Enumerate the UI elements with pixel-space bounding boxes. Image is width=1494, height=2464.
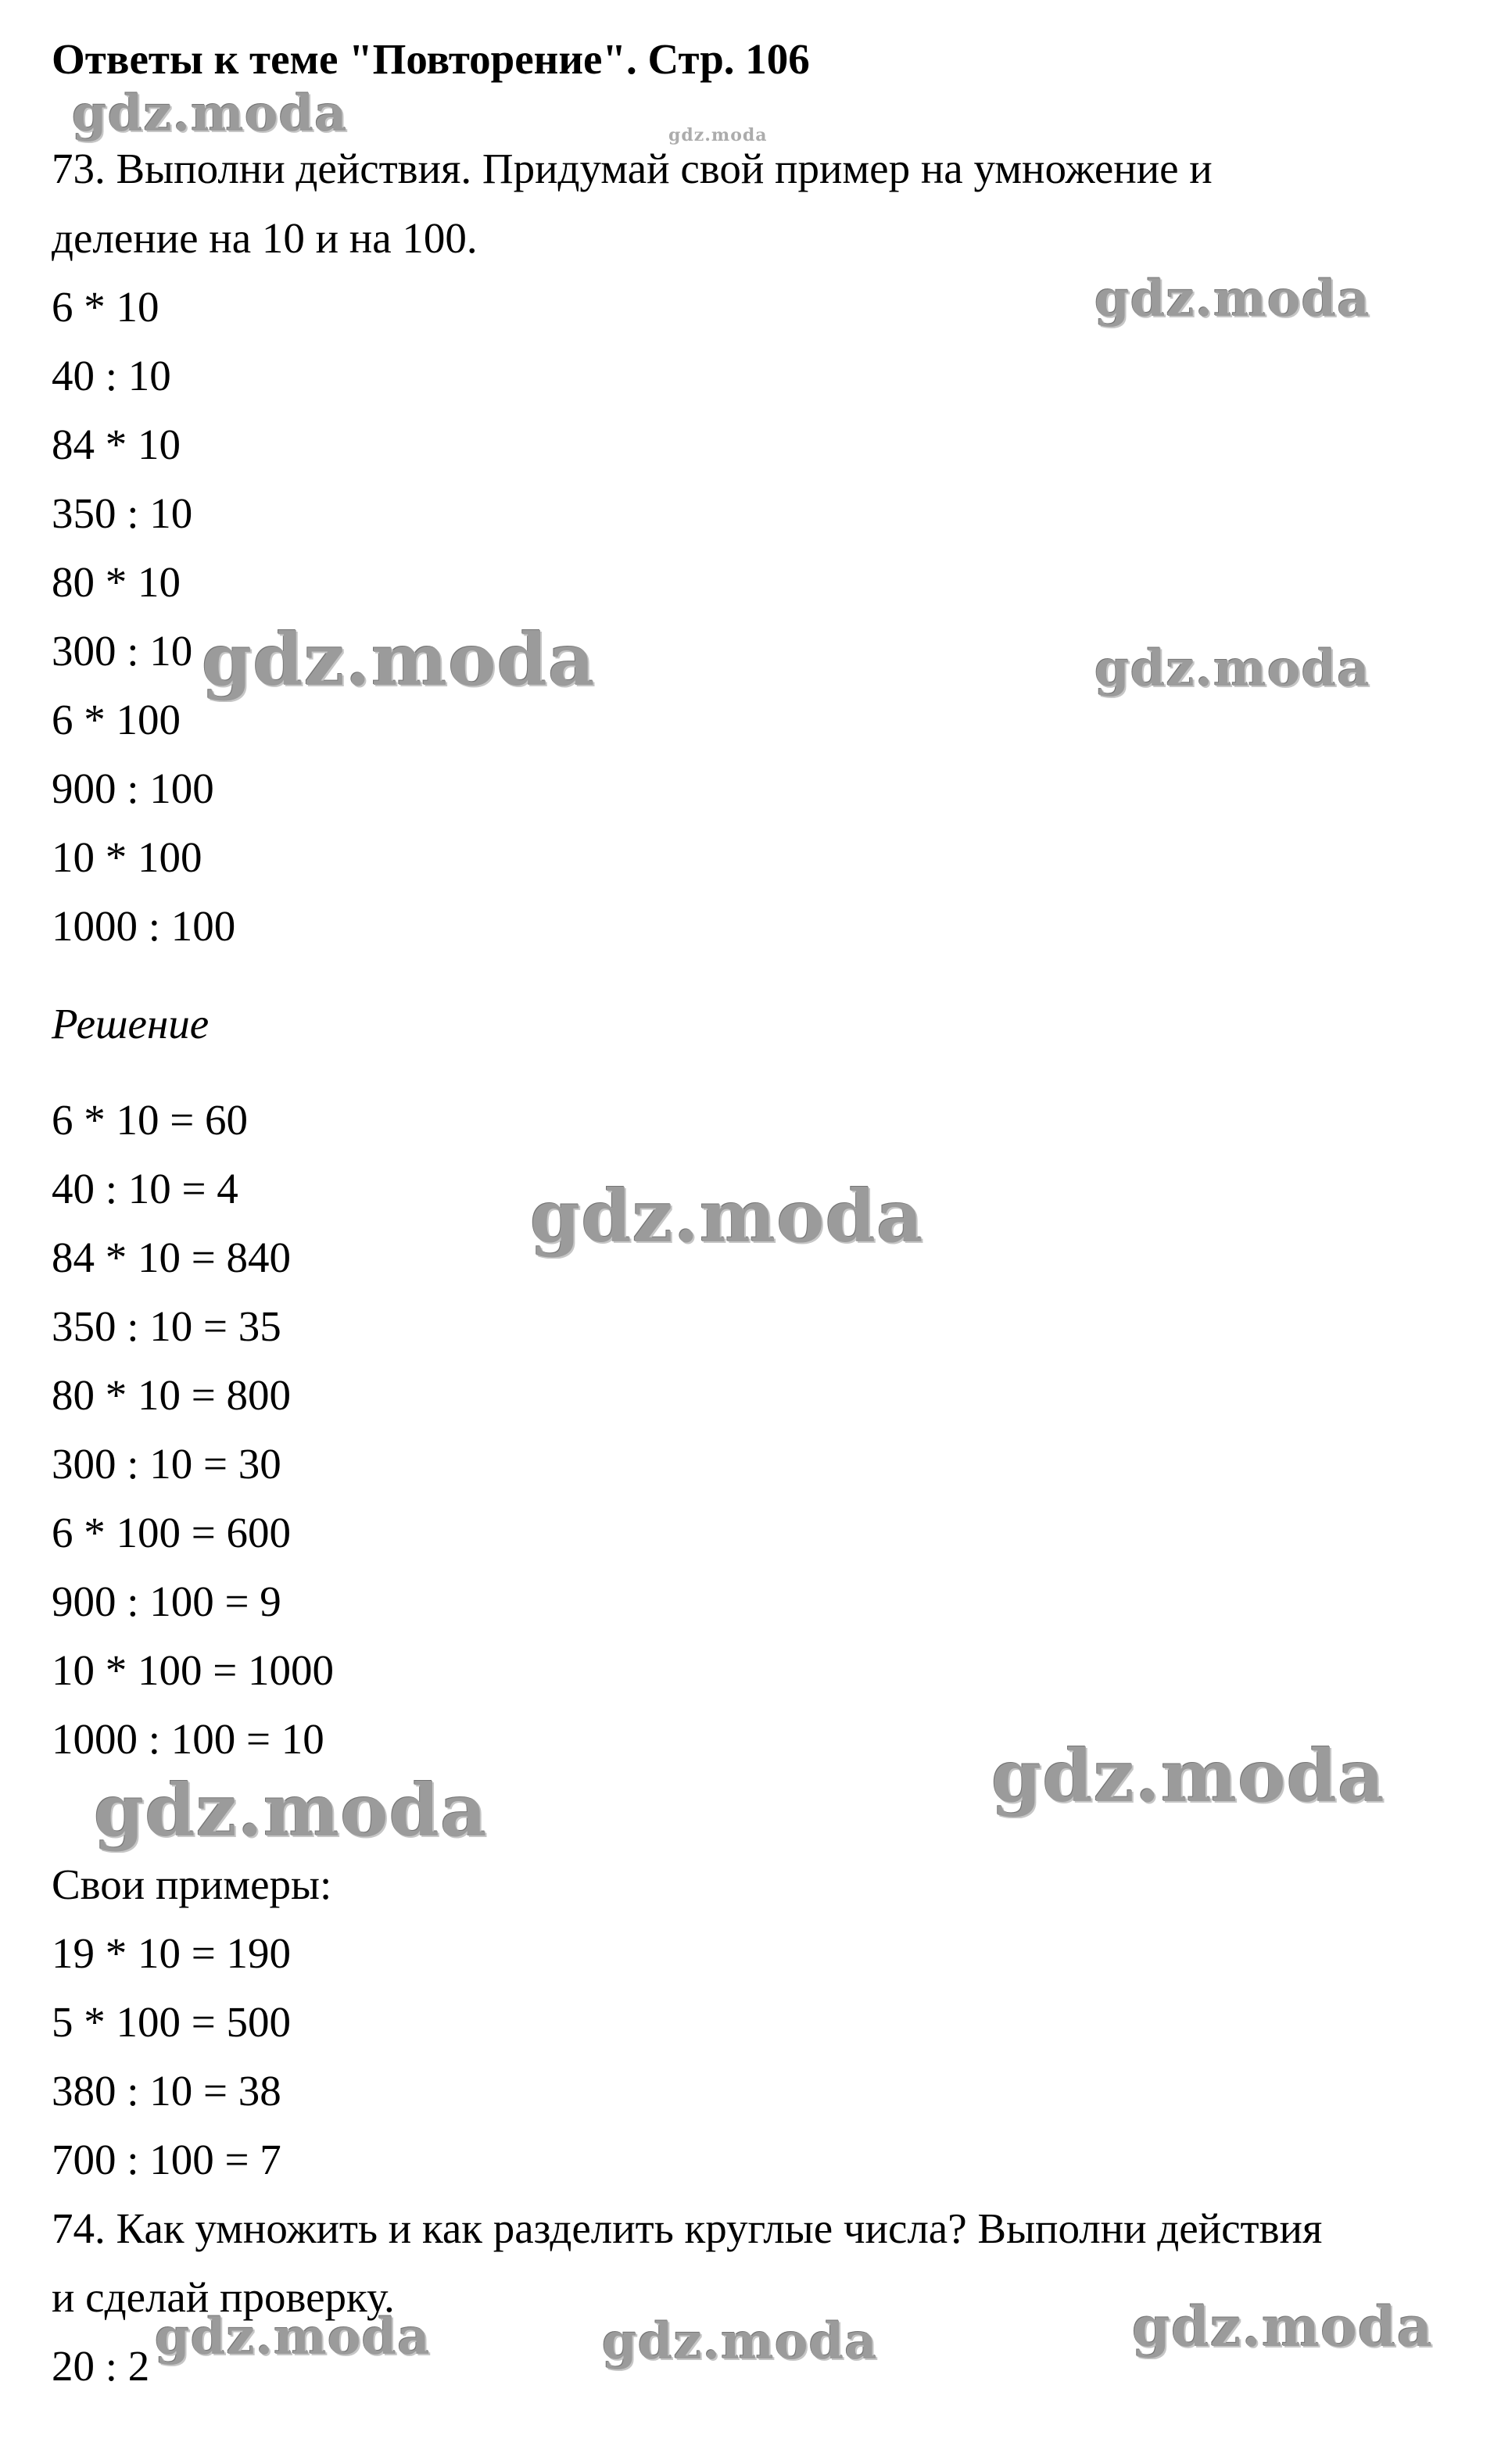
- task74-example: 20 : 2: [52, 2342, 150, 2390]
- task73-solution: 80 * 10 = 800: [52, 1371, 292, 1419]
- watermark-logo: gdz.moda: [668, 125, 768, 145]
- watermark-logo: gdz.moda: [1132, 2294, 1434, 2359]
- task73-text-line1: 73. Выполни действия. Придумай свой пример на умножение и: [52, 145, 1213, 192]
- task73-text-line2: деление на 10 и на 100.: [52, 214, 478, 262]
- solution-label: Решение: [52, 1000, 210, 1048]
- task73-solution: 84 * 10 = 840: [52, 1234, 292, 1281]
- task73-example: 300 : 10: [52, 627, 193, 675]
- own-example: 19 * 10 = 190: [52, 1929, 292, 1977]
- task73-example: 350 : 10: [52, 489, 193, 537]
- task73-solution: 300 : 10 = 30: [52, 1440, 281, 1488]
- task73-solution: 6 * 10 = 60: [52, 1096, 249, 1144]
- task74-text-line2: и сделай проверку.: [52, 2273, 395, 2321]
- task73-solution: 6 * 100 = 600: [52, 1509, 292, 1556]
- task73-example: 1000 : 100: [52, 902, 236, 950]
- own-example: 700 : 100 = 7: [52, 2136, 281, 2183]
- watermark-logo: gdz.moda: [602, 2312, 878, 2371]
- task73-example: 84 * 10: [52, 421, 181, 468]
- task73-solution: 40 : 10 = 4: [52, 1165, 238, 1212]
- task73-example: 6 * 100: [52, 696, 181, 743]
- own-example: 380 : 10 = 38: [52, 2067, 281, 2115]
- task73-example: 40 : 10: [52, 352, 171, 399]
- watermark-logo: gdz.moda: [1095, 270, 1370, 328]
- own-examples-label: Свои примеры:: [52, 1861, 332, 1908]
- task73-example: 10 * 100: [52, 833, 202, 881]
- task73-example: 6 * 10: [52, 283, 159, 331]
- watermark-logo: gdz.moda: [155, 2308, 431, 2366]
- task74-text-line1: 74. Как умножить и как разделить круглые числа? Выполни действия: [52, 2204, 1323, 2252]
- task73-example: 80 * 10: [52, 558, 181, 606]
- task73-solution: 1000 : 100 = 10: [52, 1715, 324, 1763]
- task73-solution: 350 : 10 = 35: [52, 1302, 281, 1350]
- watermark-logo: gdz.moda: [72, 84, 348, 143]
- task73-solution: 900 : 100 = 9: [52, 1578, 281, 1625]
- task73-solution: 10 * 100 = 1000: [52, 1646, 335, 1694]
- watermark-logo: gdz.moda: [1095, 639, 1370, 698]
- page-title: Ответы к теме "Повторение". Стр. 106: [52, 35, 810, 83]
- watermark-logo: gdz.moda: [202, 618, 596, 702]
- task73-example: 900 : 100: [52, 765, 214, 812]
- own-example: 5 * 100 = 500: [52, 1998, 292, 2046]
- watermark-logo: gdz.moda: [94, 1768, 488, 1853]
- watermark-logo: gdz.moda: [530, 1174, 924, 1259]
- watermark-logo: gdz.moda: [991, 1734, 1385, 1818]
